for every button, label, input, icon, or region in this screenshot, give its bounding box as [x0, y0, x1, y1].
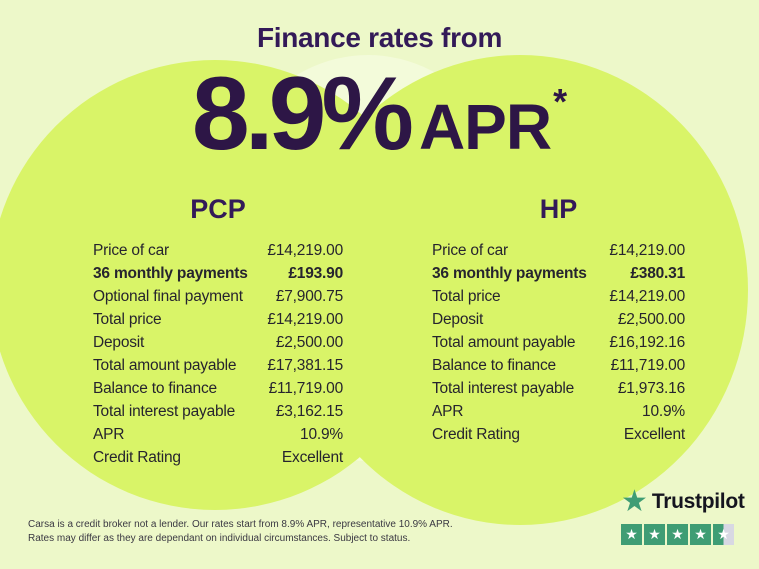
row-label: APR — [432, 402, 464, 420]
table-row — [432, 377, 685, 400]
pcp-table-rows — [93, 239, 343, 469]
disclaimer-text — [28, 518, 453, 545]
row-label: Credit Rating — [93, 448, 181, 466]
star-icon: ★ — [625, 526, 638, 543]
rate-asterisk: * — [553, 81, 568, 122]
star-icon: ★ — [671, 526, 684, 543]
table-row — [93, 377, 343, 400]
row-label: Total price — [432, 287, 501, 305]
table-row — [93, 239, 343, 262]
row-value: £16,192.16 — [609, 333, 685, 351]
table-row — [432, 354, 685, 377]
row-value: £14,219.00 — [609, 241, 685, 259]
row-value: £17,381.15 — [267, 356, 343, 374]
trustpilot-widget — [621, 484, 745, 545]
table-row — [93, 423, 343, 446]
row-label: Balance to finance — [93, 379, 217, 397]
star-icon: ★ — [717, 526, 730, 543]
trustpilot-star-icon: ★ — [621, 484, 648, 519]
pcp-table — [93, 196, 343, 469]
rate-lockup — [0, 56, 759, 172]
star-icon: ★ — [648, 526, 661, 543]
row-value: Excellent — [623, 425, 685, 443]
table-row — [93, 262, 343, 285]
table-row — [93, 308, 343, 331]
row-value: £7,900.75 — [275, 287, 343, 305]
row-value: £2,500.00 — [617, 310, 685, 328]
row-label: Total interest payable — [93, 402, 236, 420]
row-label: Price of car — [432, 241, 508, 259]
hp-table-header: HP — [539, 194, 578, 224]
pcp-table-header: PCP — [190, 194, 246, 224]
trustpilot-star-box — [621, 524, 642, 545]
disclaimer-line-2: Rates may differ as they are dependant on individual circumstances. Subject to status. — [28, 532, 411, 544]
row-value: £193.90 — [288, 264, 343, 282]
table-row — [432, 262, 685, 285]
row-value: £11,719.00 — [610, 356, 685, 374]
row-value: £14,219.00 — [609, 287, 685, 305]
row-value: 10.9% — [300, 425, 343, 443]
row-value: £2,500.00 — [275, 333, 343, 351]
rate-value: 8.9% — [191, 56, 409, 172]
table-row — [93, 400, 343, 423]
table-row — [93, 354, 343, 377]
disclaimer-line-1: Carsa is a credit broker not a lender. Our rates start from 8.9% APR, representative 10.9% APR. — [28, 519, 453, 530]
rate-suffix: APR — [418, 91, 552, 163]
table-row — [93, 446, 343, 469]
row-label: Total amount payable — [93, 356, 237, 374]
row-label: 36 monthly payments — [93, 264, 248, 282]
trustpilot-wordmark: Trustpilot — [651, 490, 745, 513]
row-label: Total amount payable — [432, 333, 576, 351]
row-value: £14,219.00 — [267, 241, 343, 259]
page-title: Finance rates from — [256, 22, 503, 53]
table-row — [432, 423, 685, 446]
row-value: £380.31 — [630, 264, 685, 282]
row-value: £14,219.00 — [267, 310, 343, 328]
row-label: Deposit — [93, 333, 145, 351]
star-icon: ★ — [694, 526, 707, 543]
trustpilot-rating-stars — [621, 524, 745, 545]
row-value: £11,719.00 — [268, 379, 343, 397]
trustpilot-star-box — [690, 524, 711, 545]
row-label: Credit Rating — [432, 425, 520, 443]
row-value: 10.9% — [642, 402, 685, 420]
table-row — [93, 285, 343, 308]
row-label: Balance to finance — [432, 356, 556, 374]
table-row — [432, 308, 685, 331]
table-row — [432, 285, 685, 308]
row-label: 36 monthly payments — [432, 264, 587, 282]
row-label: Total price — [93, 310, 162, 328]
row-label: Deposit — [432, 310, 484, 328]
trustpilot-logo — [621, 484, 745, 519]
hp-table-rows — [432, 239, 685, 446]
table-row — [432, 400, 685, 423]
row-label: Total interest payable — [432, 379, 575, 397]
row-label: Price of car — [93, 241, 169, 259]
table-row — [432, 331, 685, 354]
row-value: Excellent — [281, 448, 343, 466]
row-label: APR — [93, 425, 125, 443]
trustpilot-star-box — [667, 524, 688, 545]
trustpilot-star-box — [713, 524, 734, 545]
hp-table — [432, 196, 685, 446]
trustpilot-star-box — [644, 524, 665, 545]
row-value: £3,162.15 — [275, 402, 343, 420]
row-label: Optional final payment — [93, 287, 243, 305]
row-value: £1,973.16 — [617, 379, 685, 397]
table-row — [432, 239, 685, 262]
table-row — [93, 331, 343, 354]
